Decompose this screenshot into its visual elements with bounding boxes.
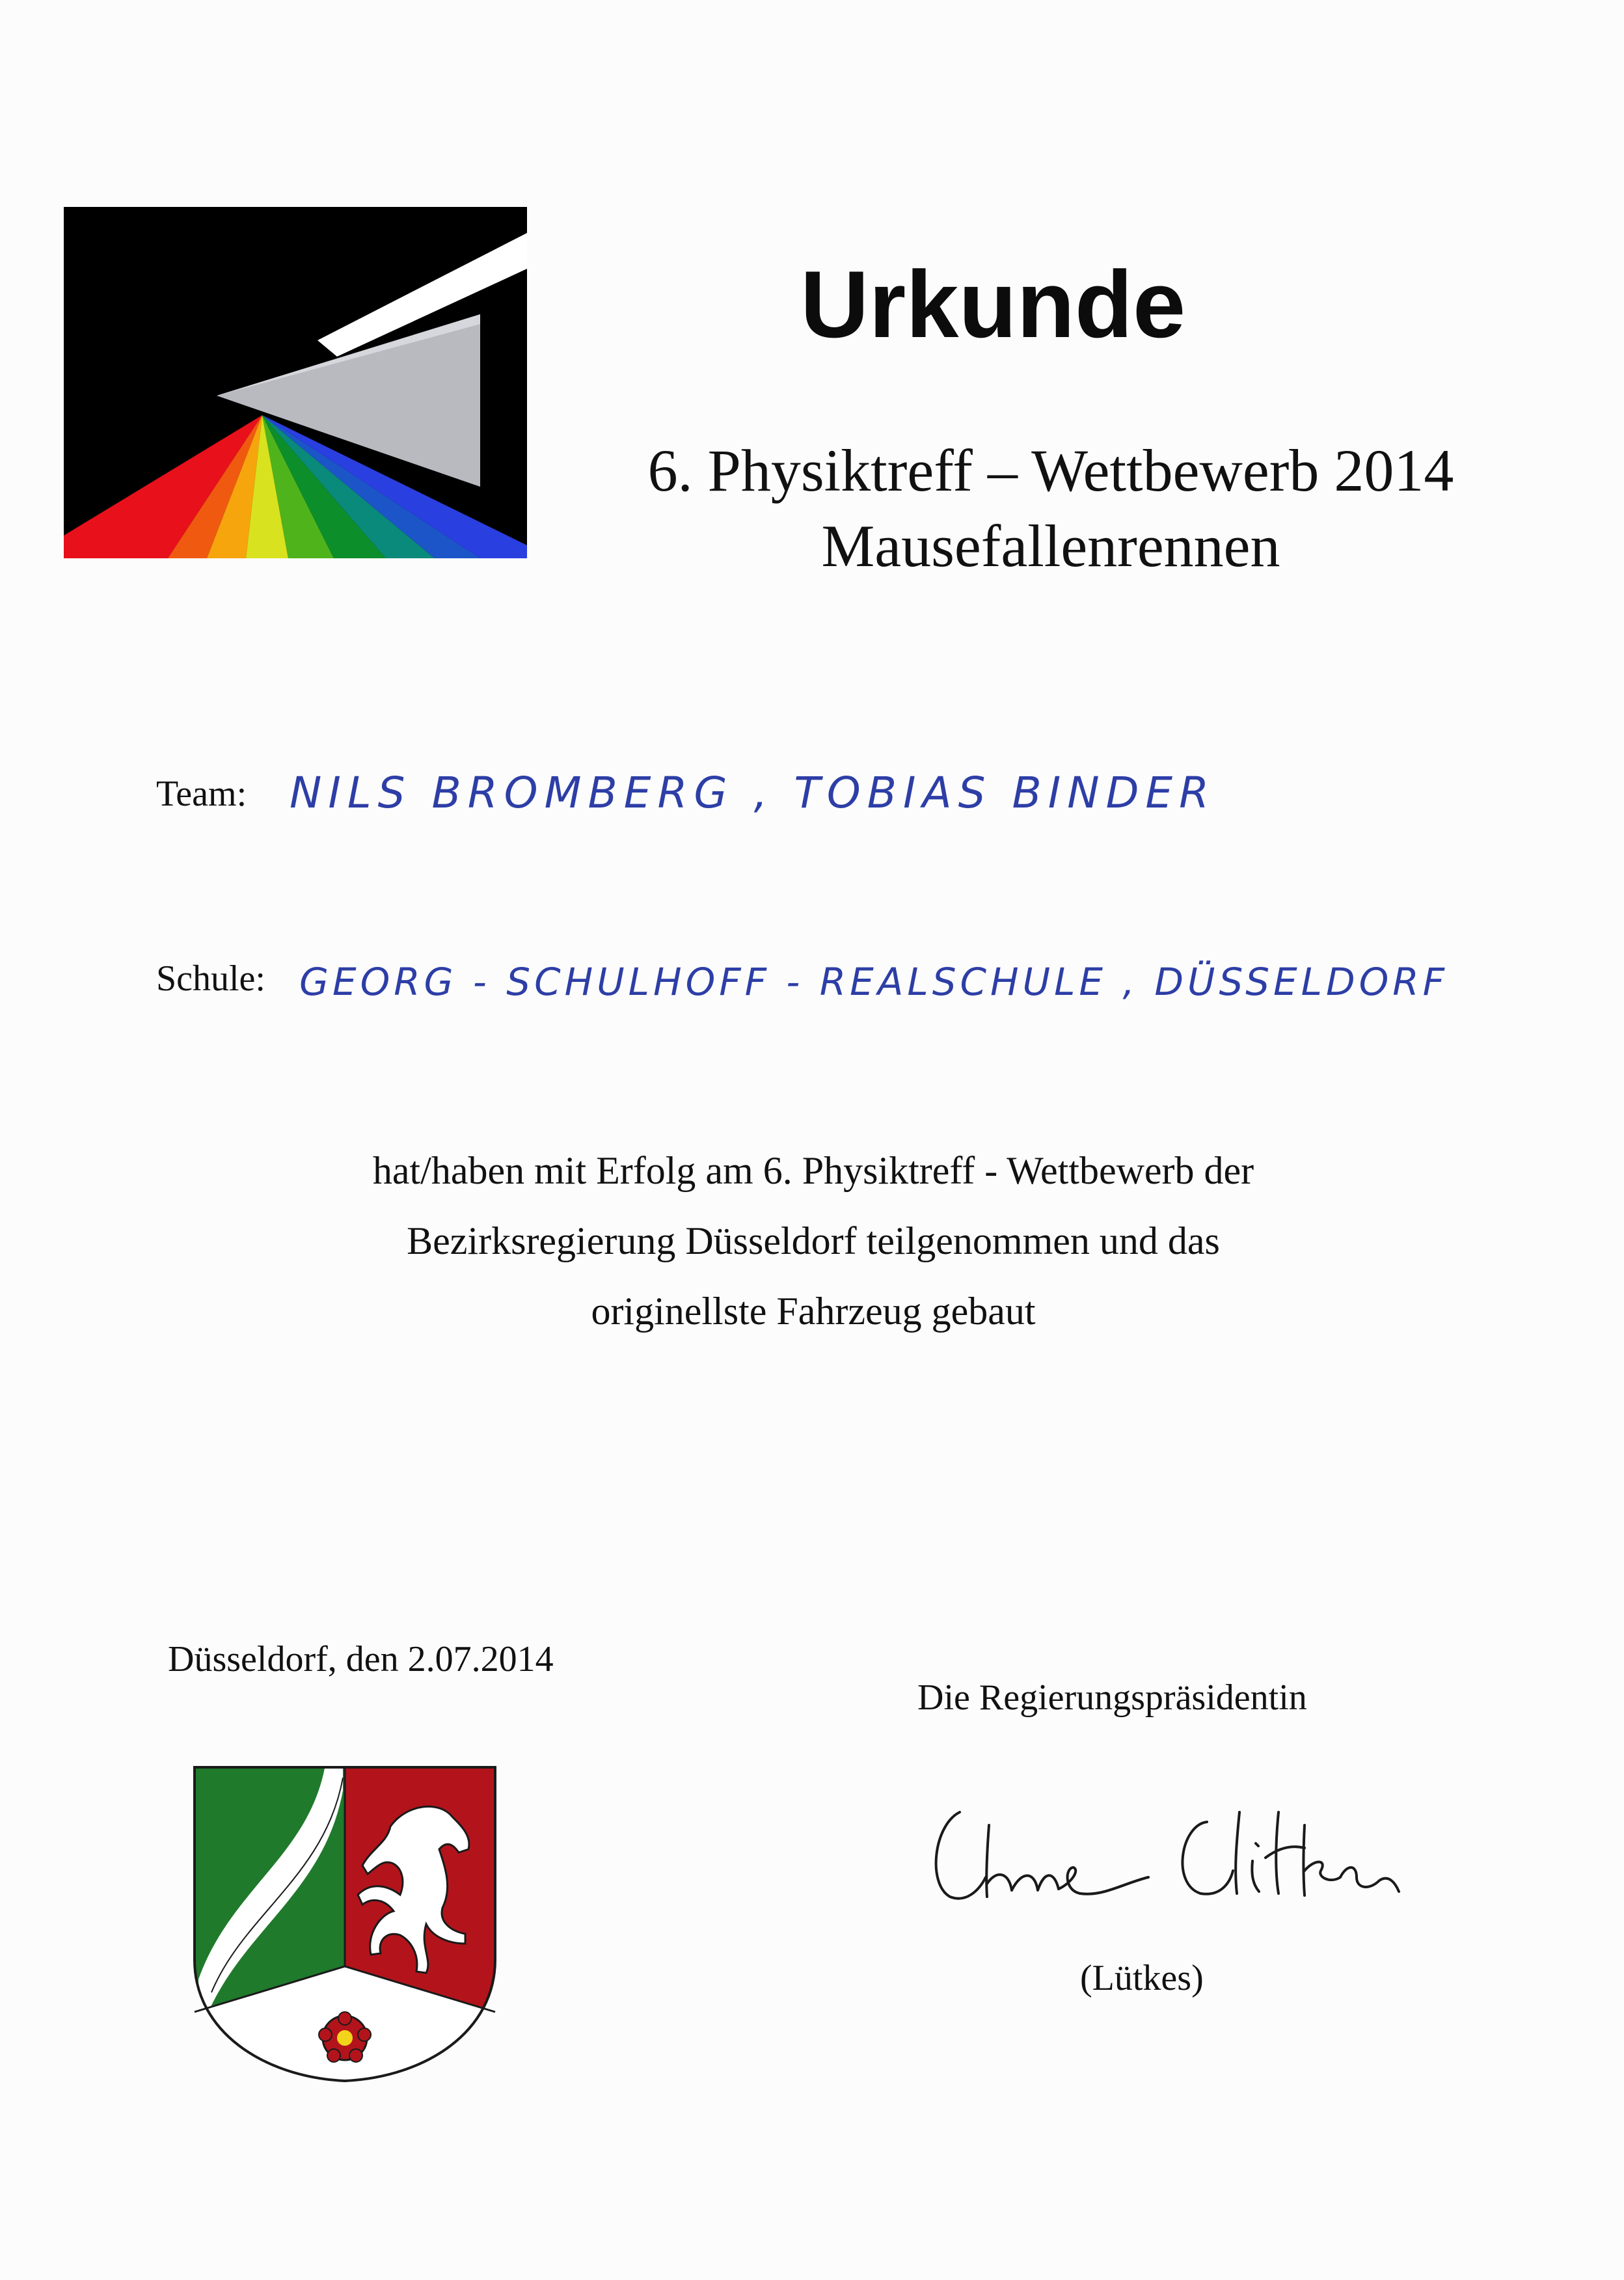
competition-title	[573, 433, 1529, 584]
team-handwritten-value: NILS BROMBERG , TOBIAS BINDER	[290, 768, 1215, 818]
statement-text	[195, 1135, 1431, 1346]
issuer-title: Die Regierungspräsidentin	[917, 1677, 1307, 1718]
prism-spectrum-logo	[64, 207, 527, 558]
place-date: Düsseldorf, den 2.07.2014	[168, 1639, 554, 1679]
statement-line-3: originellste Fahrzeug gebaut	[591, 1290, 1036, 1333]
team-label: Team:	[156, 774, 247, 814]
statement-line-1: hat/haben mit Erfolg am 6. Physiktreff - Wettbewerb der	[372, 1149, 1254, 1192]
school-label: Schule:	[156, 958, 265, 999]
signer-name: (Lütkes)	[1080, 1958, 1204, 1998]
certificate-title: Urkunde	[800, 251, 1186, 357]
handwritten-signature	[914, 1786, 1448, 1923]
competition-event: Mausefallenrennen	[821, 513, 1280, 579]
nrw-coat-of-arms-icon	[192, 1765, 498, 2083]
competition-name: 6. Physiktreff – Wettbewerb 2014	[647, 437, 1454, 504]
school-handwritten-value: GEORG - SCHULHOFF - REALSCHULE , DÜSSELDORF	[299, 960, 1448, 1004]
statement-line-2: Bezirksregierung Düsseldorf teilgenommen und das	[407, 1219, 1220, 1262]
